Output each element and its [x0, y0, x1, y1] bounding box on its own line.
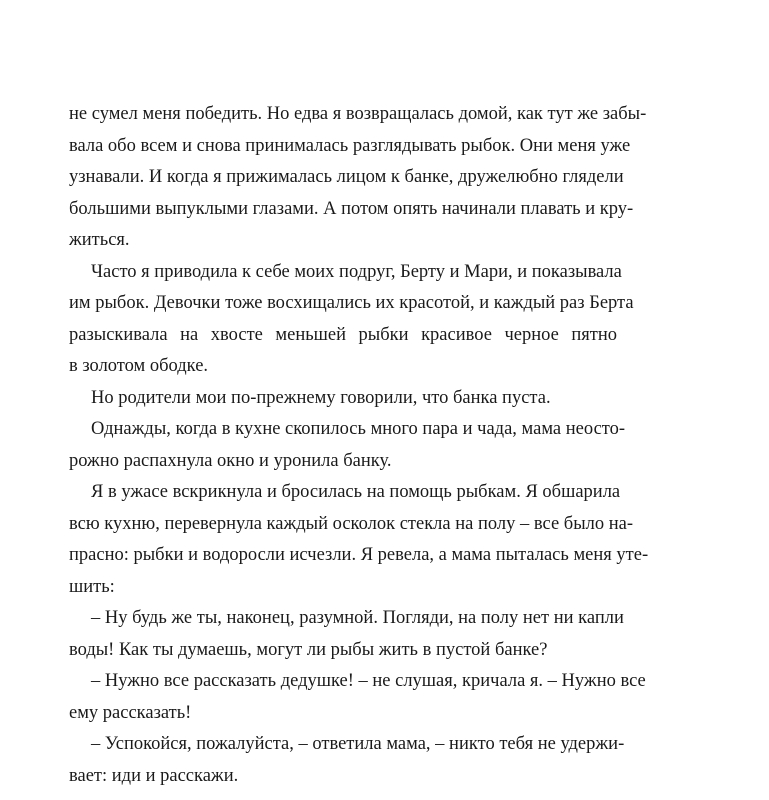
text-line: в золотом ободке.: [69, 356, 209, 376]
text-line: всю кухню, перевернула каждый осколок стекла на полу – все было на-: [69, 513, 633, 534]
text-line: вает: иди и расскажи.: [69, 765, 239, 786]
text-line: большими выпуклыми глазами. А потом опять начинали плавать и кру-: [69, 198, 634, 219]
paragraph-first-line: – Успокойся, пожалуйста, – ответила мама, – никто тебя не удержи-: [91, 734, 625, 754]
text-line: им рыбок. Девочки тоже восхищались их красотой, и каждый раз Берта: [69, 293, 634, 313]
body-text: [69, 99, 649, 792]
text-line: не сумел меня победить. Но едва я возвращалась домой, как тут же забы-: [69, 104, 647, 124]
text-line: прасно: рыбки и водоросли исчезли. Я ревела, а мама пыталась меня уте-: [69, 545, 649, 565]
text-line: житься.: [69, 230, 130, 250]
paragraph-first-line: Я в ужасе вскрикнула и бросилась на помощь рыбкам. Я обшарила: [91, 482, 621, 502]
paragraph-first-line: Часто я приводила к себе моих подруг, Берту и Мари, и показывала: [91, 261, 622, 282]
text-line: шить:: [69, 576, 115, 597]
text-line: вала обо всем и снова принималась разглядывать рыбок. Они меня уже: [69, 135, 631, 156]
text-line: рожно распахнула окно и уронила банку.: [69, 450, 392, 471]
text-line: ему рассказать!: [69, 702, 192, 723]
paragraph-first-line: Но родители мои по-прежнему говорили, что банка пуста.: [91, 387, 551, 408]
text-line: воды! Как ты думаешь, могут ли рыбы жить в пустой банке?: [69, 639, 548, 660]
paragraph-first-line: – Нужно все рассказать дедушке! – не слушая, кричала я. – Нужно все: [91, 671, 646, 691]
paragraph-first-line: – Ну будь же ты, наконец, разумной. Погляди, на полу нет ни капли: [91, 608, 624, 628]
text-line: узнавали. И когда я прижималась лицом к банке, дружелюбно глядели: [69, 167, 624, 187]
paragraph-first-line: Однажды, когда в кухне скопилось много пара и чада, мама неосто-: [91, 419, 626, 439]
text-line: разыскивала на хвосте меньшей рыбки красивое черное пятно: [69, 324, 617, 345]
